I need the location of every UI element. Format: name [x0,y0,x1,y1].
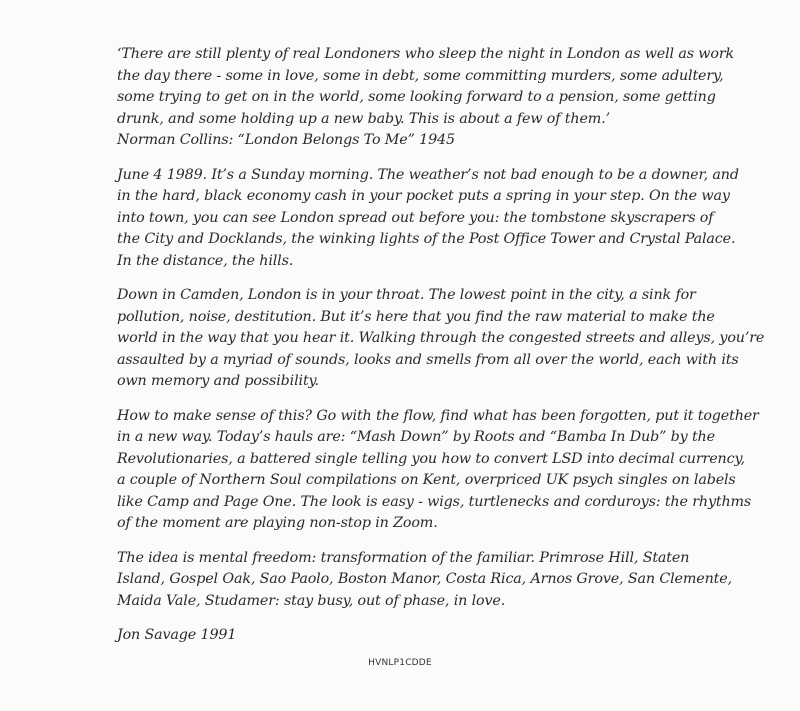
quote-attribution: Norman Collins: “London Belongs To Me” 1945 [117,132,455,148]
quote-line: some trying to get on in the world, some looking forward to a pension, some getting [117,89,716,105]
paragraph-line: pollution, noise, destitution. But it’s here that you find the raw material to make the [117,308,715,325]
paragraph-line: Down in Camden, London is in your throat. The lowest point in the city, a sink for [117,287,696,303]
paragraph-line: the City and Docklands, the winking lights of the Post Office Tower and Crystal Palace. [117,231,736,247]
paragraph-line: June 4 1989. It’s a Sunday morning. The weather’s not bad enough to be a downer, and [117,166,739,183]
opening-quote [117,44,757,152]
paragraph-line: world in the way that you hear it. Walking through the congested streets and alleys, you’re [117,330,765,346]
author-signature [117,625,757,647]
paragraph-line: Island, Gospel Oak, Sao Paolo, Boston Manor, Costa Rica, Arnos Grove, San Clemente, [117,571,732,587]
quote-line: ‘There are still plenty of real Londoners who sleep the night in London as well as work [117,46,735,62]
paragraph-line: How to make sense of this? Go with the flow, find what has been forgotten, put it together [117,407,759,424]
paragraph-line: Revolutionaries, a battered single telling you how to convert LSD into decimal currency, [117,450,745,467]
paragraph-line: own memory and possibility. [117,373,319,389]
quote-line: the day there - some in love, some in debt, some committing murders, some adultery, [117,67,724,84]
paragraph-camden [117,285,765,393]
paragraph-mental-freedom [117,548,757,613]
paragraph-line: In the distance, the hills. [117,252,294,269]
paragraph-line: a couple of Northern Soul compilations on Kent, overpriced UK psych singles on labels [117,472,736,488]
paragraph-sunday-morning [117,165,757,273]
paragraph-line: in a new way. Today’s hauls are: “Mash Down” by Roots and “Bamba In Dub” by the [117,429,715,445]
signature-text: Jon Savage 1991 [117,627,237,643]
paragraph-hauls [117,406,757,535]
paragraph-line: of the moment are playing non-stop in Zoom. [117,515,438,531]
paragraph-line: Maida Vale, Studamer: stay busy, out of phase, in love. [117,592,506,609]
paragraph-line: like Camp and Page One. The look is easy - wigs, turtlenecks and corduroys: the rhythms [117,493,752,510]
paragraph-line: into town, you can see London spread out before you: the tombstone skyscrapers of [117,209,714,226]
paragraph-line: assaulted by a myriad of sounds, looks and smells from all over the world, each with its [117,351,739,368]
quote-line: drunk, and some holding up a new baby. This is about a few of them.’ [117,110,610,127]
catalog-number: HVNLP1CDDE [368,658,432,668]
paragraph-line: The idea is mental freedom: transformation of the familiar. Primrose Hill, Staten [117,549,690,566]
liner-notes [117,44,765,660]
paragraph-line: in the hard, black economy cash in your pocket puts a spring in your step. On the way [117,188,730,204]
